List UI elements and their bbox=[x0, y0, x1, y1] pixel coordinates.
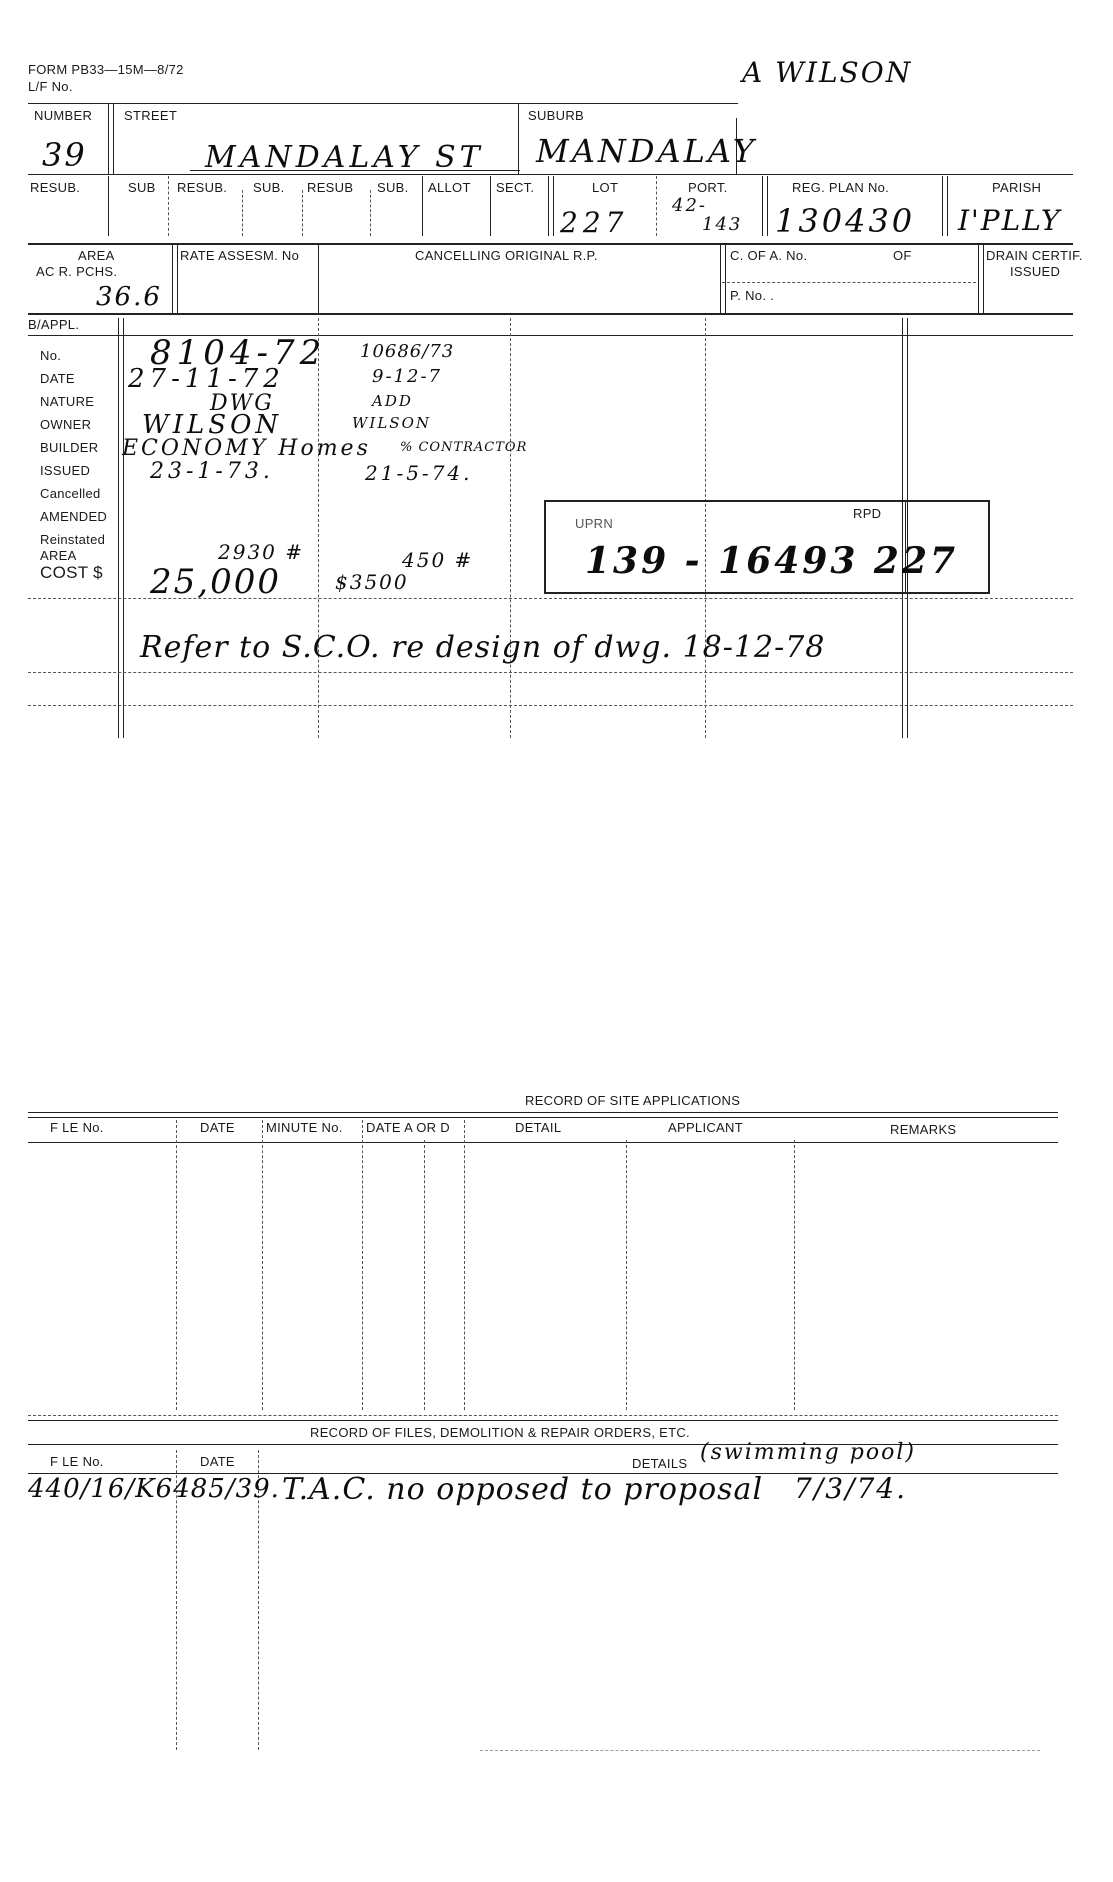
table-rule bbox=[28, 1112, 1058, 1113]
sub-label: SUB bbox=[128, 180, 156, 195]
site-col-divider bbox=[262, 1120, 263, 1410]
divider bbox=[942, 176, 948, 236]
sect-label: SECT. bbox=[496, 180, 535, 195]
parish-value: I'PLLY bbox=[958, 204, 1062, 237]
divider bbox=[518, 104, 519, 174]
divider bbox=[172, 245, 178, 313]
reg-plan-value: 130430 bbox=[775, 202, 916, 240]
reg-plan-label: REG. PLAN No. bbox=[792, 180, 890, 195]
rpd-label: RPD bbox=[853, 506, 882, 521]
row-rule bbox=[28, 705, 1073, 706]
row-label-cost: COST $ bbox=[40, 563, 103, 582]
divider bbox=[548, 176, 554, 236]
site-col-divider bbox=[794, 1140, 795, 1410]
bapp1-builder: ECONOMY Homes bbox=[122, 436, 371, 461]
bapp2-number: 10686/73 bbox=[360, 341, 455, 362]
site-col-file-no: F LE No. bbox=[50, 1120, 104, 1135]
bapp1-number: 8104-72 bbox=[150, 333, 327, 373]
site-col-divider bbox=[464, 1120, 465, 1410]
port-value-top: 42- bbox=[672, 195, 707, 216]
c-of-a-label: C. OF A. No. bbox=[730, 248, 808, 263]
row-rule bbox=[28, 672, 1073, 673]
lot-label: LOT bbox=[592, 180, 619, 195]
files-details-note: (swimming pool) bbox=[700, 1440, 916, 1465]
of-label: OF bbox=[893, 248, 912, 263]
referral-note: Refer to S.C.O. re design of dwg. 18-12-78 bbox=[140, 630, 826, 665]
bapp2-builder: % CONTRACTOR bbox=[400, 440, 528, 455]
divider bbox=[720, 245, 726, 313]
bapp1-owner: WILSON bbox=[142, 410, 283, 440]
row-label-no: No. bbox=[40, 348, 62, 363]
row-rule bbox=[28, 598, 1073, 599]
row-rule bbox=[28, 243, 1073, 245]
lot-value: 227 bbox=[560, 206, 629, 239]
table-rule bbox=[480, 1750, 1040, 1751]
sub-label-2: SUB. bbox=[253, 180, 285, 195]
table-rule bbox=[28, 1420, 1058, 1421]
site-col-divider bbox=[626, 1140, 627, 1410]
bapp2-nature: ADD bbox=[372, 392, 413, 410]
allot-label: ALLOT bbox=[428, 180, 471, 195]
sub-label-3: SUB. bbox=[377, 180, 409, 195]
cofa-rule bbox=[722, 282, 976, 283]
uprn-label: UPRN bbox=[575, 516, 614, 531]
header-rule bbox=[28, 103, 738, 104]
owner-name-handwritten: A WILSON bbox=[742, 56, 913, 89]
divider bbox=[108, 104, 114, 174]
area-label: AREA bbox=[78, 248, 115, 263]
row-label-amended: AMENDED bbox=[40, 509, 108, 524]
bapp1-date: 27-11-72 bbox=[128, 364, 285, 394]
row-rule bbox=[28, 313, 1073, 315]
files-entry-date: 7/3/74. bbox=[794, 1472, 908, 1505]
port-value-bottom: 143 bbox=[702, 214, 743, 235]
rate-assesm-label: RATE ASSESM. No bbox=[180, 248, 300, 263]
p-no-label: P. No. . bbox=[730, 288, 775, 303]
uprn-value: 139 - 16493 227 bbox=[585, 540, 959, 582]
divider bbox=[302, 190, 303, 236]
bapp2-area: 450 # bbox=[402, 548, 474, 572]
files-entry-file-no: 440/16/K6485/39. bbox=[28, 1474, 280, 1504]
number-label: NUMBER bbox=[34, 108, 93, 123]
b-appl-label: B/APPL. bbox=[28, 317, 80, 332]
bapp1-cost: 25,000 bbox=[150, 562, 281, 602]
street-number-value: 39 bbox=[42, 136, 87, 174]
bapp1-issued: 23-1-73. bbox=[150, 459, 274, 484]
files-col-date: DATE bbox=[200, 1454, 235, 1469]
cancelling-label: CANCELLING ORIGINAL R.P. bbox=[415, 248, 598, 263]
divider bbox=[242, 190, 243, 236]
bapp1-nature: DWG bbox=[210, 391, 274, 416]
column-divider bbox=[318, 318, 319, 738]
table-rule bbox=[28, 1117, 1058, 1118]
divider bbox=[656, 176, 657, 236]
street-label: STREET bbox=[124, 108, 178, 123]
site-col-remarks: REMARKS bbox=[890, 1122, 957, 1137]
site-applications-title: RECORD OF SITE APPLICATIONS bbox=[525, 1093, 741, 1108]
files-record-title: RECORD OF FILES, DEMOLITION & REPAIR ORDERS, ETC. bbox=[310, 1425, 690, 1440]
site-col-applicant: APPLICANT bbox=[668, 1120, 743, 1135]
site-col-minute-no: MINUTE No. bbox=[266, 1120, 343, 1135]
bapp2-owner: WILSON bbox=[352, 414, 432, 432]
divider bbox=[490, 176, 491, 236]
parish-label: PARISH bbox=[992, 180, 1042, 195]
port-label: PORT. bbox=[688, 180, 728, 195]
site-col-date-a-or-d: DATE A OR D bbox=[366, 1120, 450, 1135]
files-col-details: DETAILS bbox=[632, 1456, 688, 1471]
table-rule bbox=[28, 1415, 1058, 1416]
resub-label-2: RESUB. bbox=[177, 180, 228, 195]
bapp2-cost: $3500 bbox=[335, 570, 409, 594]
bapp1-area: 2930 # bbox=[218, 540, 305, 564]
divider bbox=[422, 176, 423, 236]
drain-issued-label: ISSUED bbox=[1010, 264, 1061, 279]
form-code: FORM PB33—15M—8/72 bbox=[28, 62, 184, 77]
site-col-date: DATE bbox=[200, 1120, 235, 1135]
bapp2-issued: 21-5-74. bbox=[365, 461, 473, 485]
row-label-owner: OWNER bbox=[40, 417, 92, 432]
files-entry-details: T.A.C. no opposed to proposal bbox=[282, 1472, 764, 1507]
suburb-value: MANDALAY bbox=[536, 132, 757, 170]
lf-no-label: L/F No. bbox=[28, 79, 73, 94]
site-col-divider bbox=[362, 1120, 363, 1410]
row-label-cancelled: Cancelled bbox=[40, 486, 101, 501]
row-rule bbox=[28, 174, 1073, 175]
row-label-reinstated: Reinstated bbox=[40, 532, 106, 547]
files-col-file-no: F LE No. bbox=[50, 1454, 104, 1469]
ac-r-pchs-label: AC R. PCHS. bbox=[36, 264, 118, 279]
street-underline bbox=[190, 170, 520, 171]
site-col-divider bbox=[176, 1120, 177, 1410]
resub-label: RESUB. bbox=[30, 180, 81, 195]
divider bbox=[108, 176, 109, 236]
row-label-nature: NATURE bbox=[40, 394, 95, 409]
divider bbox=[168, 176, 169, 236]
area-value: 36.6 bbox=[96, 282, 162, 312]
row-label-builder: BUILDER bbox=[40, 440, 99, 455]
site-col-detail: DETAIL bbox=[515, 1120, 562, 1135]
divider bbox=[318, 245, 319, 313]
suburb-label: SUBURB bbox=[528, 108, 584, 123]
row-label-issued: ISSUED bbox=[40, 463, 91, 478]
resub-label-3: RESUB bbox=[307, 180, 354, 195]
column-divider bbox=[118, 318, 124, 738]
row-label-date: DATE bbox=[40, 371, 75, 386]
row-label-area: AREA bbox=[40, 548, 77, 563]
bapp2-date: 9-12-7 bbox=[372, 366, 442, 387]
site-col-divider bbox=[424, 1140, 425, 1410]
column-divider bbox=[510, 318, 511, 738]
divider bbox=[370, 190, 371, 236]
drain-certif-label: DRAIN CERTIF. bbox=[986, 248, 1083, 263]
divider bbox=[978, 245, 984, 313]
street-name-value: MANDALAY ST bbox=[205, 140, 484, 175]
table-rule bbox=[28, 1142, 1058, 1143]
divider bbox=[762, 176, 768, 236]
